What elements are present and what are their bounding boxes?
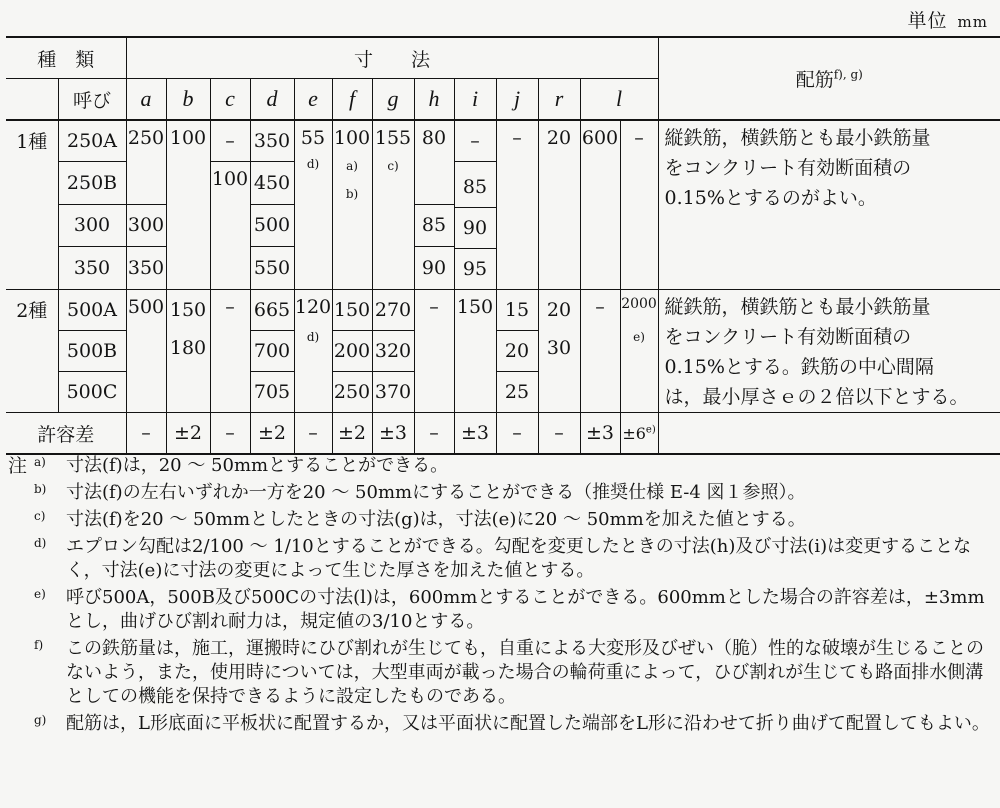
nominal-cell: 300 [58,204,126,247]
class2-l1: – [580,290,620,413]
class2-f-250: 250 [332,372,372,413]
class2-b-180: 180 [166,331,210,413]
class1-i-95-val: 95 [462,258,488,280]
class1-g [372,120,414,290]
tolerance-rebar-empty [658,413,1000,455]
class1-i-dash: – [454,120,496,162]
tolerance-cell: ±2 [166,413,210,455]
tolerance-cell: – [414,413,454,455]
header-e: e [294,79,332,121]
header-l: l [580,79,658,121]
dim-d-cell: 665 [250,290,294,331]
tolerance-cell: ±3 [580,413,620,455]
class1-f [332,120,372,290]
header-nominal: 呼び [58,79,126,121]
class1-f-value: 100 [333,127,371,149]
tolerance-cell: – [294,413,332,455]
dim-d-cell: 700 [250,331,294,372]
class1-i-85 [454,162,496,290]
class1-e [294,120,332,290]
note-item [8,454,998,478]
table-row [6,120,1000,162]
note-text: 配筋は，L形底面に平板状に配置するか，又は平面状に配置した端部をL形に沿わせて折り曲げて配置してもよい。 [66,713,990,734]
dim-d-cell: 705 [250,372,294,413]
class2-e [294,290,332,413]
class1-h-85: 85 [414,204,454,247]
note-key: c) [34,509,46,523]
class2-r-20: 20 [538,290,580,331]
rebar-line: 0.15%とするのがよい。 [664,187,877,209]
tolerance-row [6,413,1000,455]
class1-l1: 600 [580,120,620,290]
rebar-line: 縦鉄筋，横鉄筋とも最小鉄筋量 [664,296,931,318]
note-key: d) [34,536,47,550]
tolerance-cell: – [538,413,580,455]
note-text: 寸法(f)は，20 ～ 50mmとすることができる。 [66,455,449,476]
class1-r: 20 [538,120,580,290]
class2-a: 500 [126,290,166,413]
note-text: 寸法(f)を20 ～ 50mmとしたときの寸法(g)は，寸法(e)に20 ～ 50mmを加えた値とする。 [66,509,806,530]
tolerance-last-cell [620,413,658,455]
class1-rebar [658,120,1000,290]
class2-g-370: 370 [372,372,414,413]
header-r: r [538,79,580,121]
tolerance-cell: ±3 [454,413,496,455]
note-item [8,637,998,709]
class1-j: – [496,120,538,290]
tolerance-cell: ±3 [372,413,414,455]
header-j: j [496,79,538,121]
nominal-cell: 250B [58,162,126,205]
class2-rebar [658,290,1000,413]
note-key: a) [34,455,46,469]
class1-c-dash: – [210,120,250,162]
header-a: a [126,79,166,121]
unit-label [908,6,988,33]
class1-g-value: 155 [374,127,412,149]
rebar-line: をコンクリート有効断面積の [664,157,912,179]
note-item [8,535,998,583]
dim-d-cell: 550 [250,247,294,290]
class2-f-200: 200 [332,331,372,372]
unit-text: 単位 [907,10,948,32]
class2-r-30: 30 [538,331,580,413]
note-key: f) [34,638,44,652]
class1-g-note: c) [387,159,399,173]
header-f: f [332,79,372,121]
nominal-cell: 500B [58,331,126,372]
note-key: b) [34,482,47,496]
class2-b-150: 150 [166,290,210,331]
nominal-cell: 500A [58,290,126,331]
class2-f-150: 150 [332,290,372,331]
tolerance-last-value: ±6 [622,423,646,443]
header-rebar-label: 配筋 [795,69,834,91]
class1-name: 1種 [6,120,58,290]
dim-d-cell: 500 [250,204,294,247]
note-text: 寸法(f)の左右いずれか一方を20 ～ 50mmにすることができる（推奨仕様 E-4 図１参照）。 [66,482,806,503]
class1-i-85-val: 85 [455,168,496,208]
class1-c-100: 100 [210,162,250,290]
header-i: i [454,79,496,121]
rebar-line: 0.15%とする。鉄筋の中心間隔 [664,356,934,378]
tolerance-label: 許容差 [6,413,126,455]
class1-f-note-a: a) [346,159,358,173]
note-item [8,586,998,634]
header-h: h [414,79,454,121]
class1-f-note-b: b) [345,187,359,201]
dim-d-cell: 350 [250,120,294,162]
class2-j-25: 25 [496,372,538,413]
tolerance-last-note: e) [645,424,656,436]
class2-g-270: 270 [372,290,414,331]
class2-j-20: 20 [496,331,538,372]
nominal-cell: 250A [58,120,126,162]
rebar-line: は，最小厚さｅの２倍以下とする。 [664,386,969,408]
notes-section [8,454,998,736]
header-b: b [166,79,210,121]
header-rebar-sup: f), g) [833,67,863,82]
class1-l2: – [620,120,658,290]
class2-l2-value: 2000 [621,296,657,312]
class1-i-90-val: 90 [455,208,496,249]
class1-a-300: 300 [126,204,166,247]
header-d: d [250,79,294,121]
rebar-line: をコンクリート有効断面積の [664,326,912,348]
unit-value: mm [957,13,988,31]
class1-e-note: d) [306,157,320,171]
note-key: e) [34,587,46,601]
note-text: 呼び500A，500B及び500Cの寸法(l)は，600mmとすることができる。600mmとした場合の許容差は，±3mmとし，曲げひび割れ耐力は，規定値の3/10とする。 [66,587,985,632]
class2-l2-note: e) [633,330,645,344]
note-text: この鉄筋量は，施工，運搬時にひび割れが生じても，自重による大変形及びぜい（脆）性的な破壊が生じることのないよう，また，使用時については，大型車両が載った場合の輪荷重によって，ひび割れが生じても路面排水側溝としての機能を保持できるように設定したものである。 [66,638,984,707]
note-item [8,508,998,532]
nominal-cell: 350 [58,247,126,290]
class2-i: 150 [454,290,496,413]
class1-b: 100 [166,120,210,290]
rebar-line: 縦鉄筋，横鉄筋とも最小鉄筋量 [664,127,931,149]
dimensions-table [6,36,1000,455]
class2-c: – [210,290,250,413]
note-item [8,712,998,736]
notes-prefix: 注 [8,455,28,477]
dim-d-cell: 450 [250,162,294,205]
nominal-cell: 500C [58,372,126,413]
note-key: g) [34,713,47,727]
tolerance-cell: ±2 [250,413,294,455]
class1-a-350: 350 [126,247,166,290]
header-dimensions: 寸 法 [126,37,658,79]
note-text: エプロン勾配は2/100 ～ 1/10とすることができる。勾配を変更したときの寸法(h)及び寸法(i)は変更することなく，寸法(e)に寸法の変更によって生じた厚さを加えた値とする。 [66,536,972,581]
header-type: 種 類 [6,37,126,79]
header-rebar [658,37,1000,120]
tolerance-cell: – [210,413,250,455]
tolerance-cell: – [496,413,538,455]
class2-name: 2種 [6,290,58,413]
class2-e-note: d) [306,330,320,344]
note-item [8,481,998,505]
class1-a-250: 250 [126,120,166,204]
class2-l2 [620,290,658,413]
class1-h-90: 90 [414,247,454,290]
tolerance-cell: – [126,413,166,455]
header-g: g [372,79,414,121]
class2-g-320: 320 [372,331,414,372]
class2-j-15: 15 [496,290,538,331]
class1-h-80: 80 [414,120,454,204]
class2-h: – [414,290,454,413]
class2-e-value: 120 [294,296,332,318]
tolerance-cell: ±2 [332,413,372,455]
table-row [6,290,1000,331]
class1-e-value: 55 [300,127,326,149]
header-c: c [210,79,250,121]
